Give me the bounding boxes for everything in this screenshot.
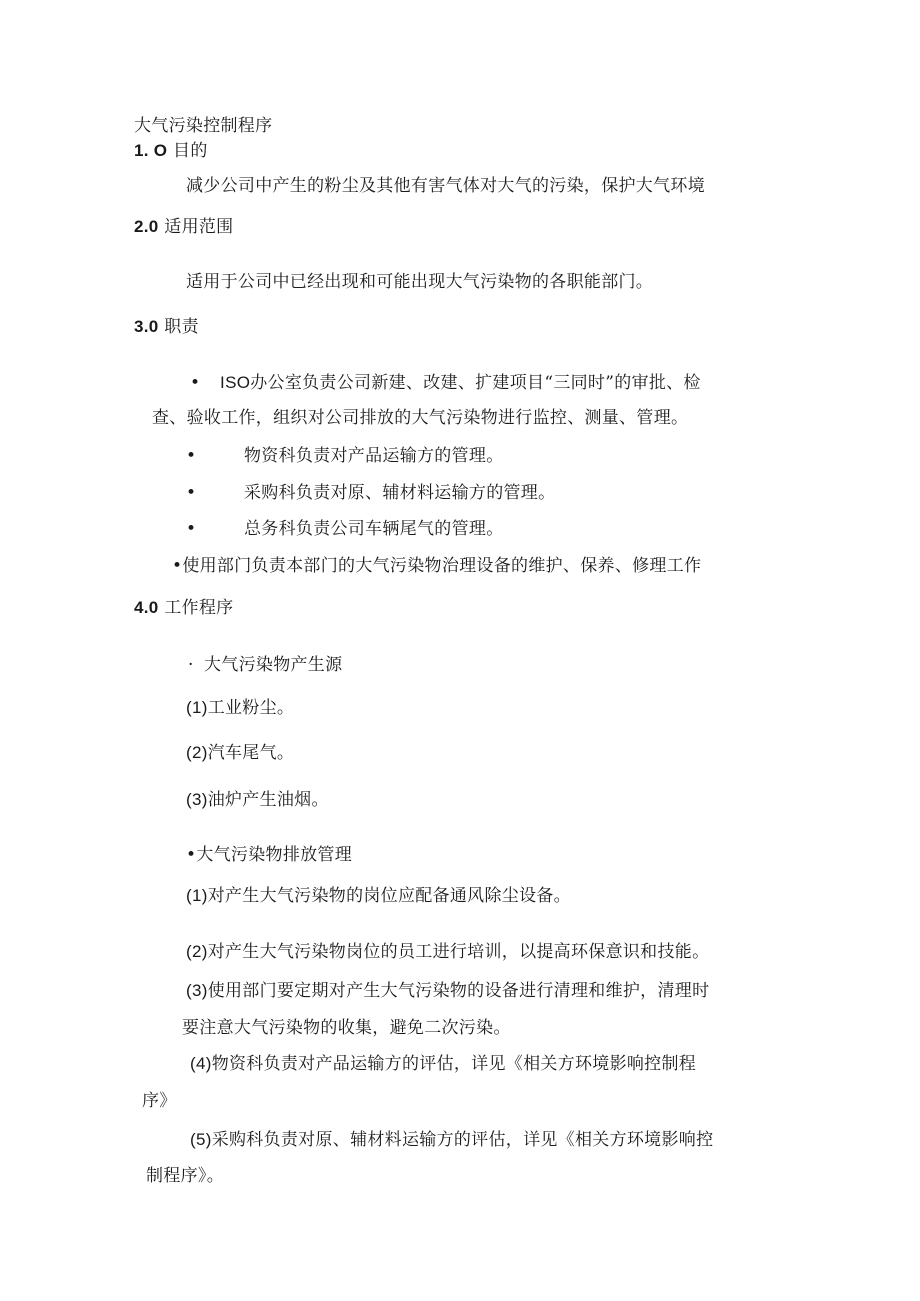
duty-item-general [186, 518, 504, 540]
section-2-text: 适用于公司中已经出现和可能出现大气污染物的各职能部门。 [186, 272, 654, 292]
subsection-sources-heading [188, 654, 342, 676]
section-2-title: 适用范围 [164, 217, 234, 237]
emission-item-4-cont: 序》 [142, 1091, 177, 1111]
item-number: (1) [186, 886, 208, 905]
bullet-icon: • [190, 373, 201, 393]
section-1-heading [134, 140, 208, 162]
source-item-3 [186, 789, 329, 811]
source-item-1 [186, 697, 294, 719]
item-text: 采购科负责对原、辅材料运输方的评估，详见《相关方环境影响控 [211, 1130, 714, 1150]
section-2-number: 2.0 [134, 217, 159, 236]
emission-item-4 [190, 1053, 696, 1075]
item-number: (2) [186, 942, 208, 961]
duty-item-purchasing-text: 采购科负责对原、辅材料运输方的管理。 [244, 483, 556, 503]
item-text: 对产生大气污染物的岗位应配备通风除尘设备。 [207, 886, 571, 906]
item-number: (4) [190, 1054, 212, 1073]
bullet-icon: • [186, 446, 197, 466]
section-4-number: 4.0 [134, 598, 159, 617]
section-2-heading [134, 216, 233, 238]
item-number: (5) [190, 1130, 212, 1149]
section-4-heading [134, 597, 233, 619]
item-text: 对产生大气污染物岗位的员工进行培训，以提高环保意识和技能。 [207, 942, 710, 962]
subsection-emission-heading [186, 844, 352, 866]
emission-item-3-cont: 要注意大气污染物的收集，避免二次污染。 [182, 1018, 511, 1038]
section-1-title: 目的 [173, 141, 208, 161]
emission-item-5 [190, 1129, 713, 1151]
emission-item-1 [186, 885, 571, 907]
emission-item-5-cont: 制程序》。 [146, 1166, 224, 1186]
item-text: 使用部门要定期对产生大气污染物的设备进行清理和维护，清理时 [207, 981, 710, 1001]
iso-label: ISO [220, 373, 251, 392]
section-1-text: 减少公司中产生的粉尘及其他有害气体对大气的污染，保护大气环境 [186, 176, 705, 196]
emission-item-2 [186, 941, 709, 963]
section-4-title: 工作程序 [164, 598, 234, 618]
duty-item-iso [190, 372, 701, 394]
item-number: (1) [186, 698, 208, 717]
section-1-number: 1. O [134, 141, 168, 160]
duty-item-iso-line2: 查、验收工作，组织对公司排放的大气污染物进行监控、测量、管理。 [152, 408, 689, 428]
document-title: 大气污染控制程序 [134, 116, 273, 136]
section-3-number: 3.0 [134, 317, 159, 336]
item-number: (2) [186, 743, 208, 762]
item-text: 油炉产生油烟。 [207, 790, 329, 810]
duty-item-users [172, 555, 701, 577]
item-text: 汽车尾气。 [207, 743, 295, 763]
duty-item-users-text: 使用部门负责本部门的大气污染物治理设备的维护、保养、修理工作 [182, 556, 702, 576]
item-text: 工业粉尘。 [207, 698, 295, 718]
item-number: (3) [186, 981, 208, 1000]
duty-item-purchasing [186, 482, 555, 504]
subsection-emission-title: 大气污染物排放管理 [196, 845, 353, 865]
item-number: (3) [186, 790, 208, 809]
duty-item-general-text: 总务科负责公司车辆尾气的管理。 [244, 519, 504, 539]
duty-item-iso-line1: 办公室负责公司新建、改建、扩建项目“三同时”的审批、检 [250, 373, 701, 393]
duty-item-materials-text: 物资科负责对产品运输方的管理。 [244, 446, 504, 466]
subsection-sources-title: 大气污染物产生源 [204, 655, 343, 675]
bullet-icon: • [172, 556, 183, 576]
bullet-icon: • [186, 519, 197, 539]
bullet-icon: • [186, 483, 197, 503]
emission-item-3 [186, 980, 709, 1002]
item-text: 物资科负责对产品运输方的评估，详见《相关方环境影响控制程 [211, 1054, 697, 1074]
bullet-icon: · [188, 655, 194, 675]
section-3-title: 职责 [164, 317, 199, 337]
duty-item-materials [186, 445, 504, 467]
section-3-heading [134, 316, 199, 338]
source-item-2 [186, 742, 294, 764]
bullet-icon: • [186, 845, 197, 865]
